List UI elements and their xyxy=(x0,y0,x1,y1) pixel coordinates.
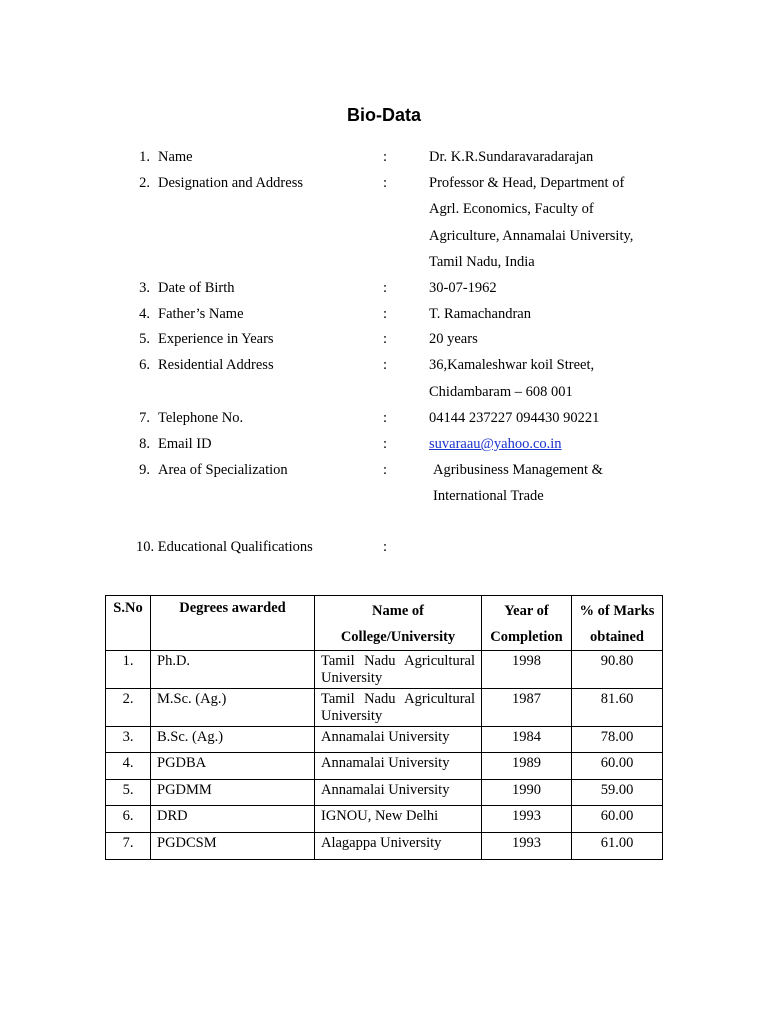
email-link[interactable]: suvaraau@yahoo.co.in xyxy=(429,436,562,452)
cell-sno: 7. xyxy=(106,833,151,860)
table-header-row xyxy=(106,596,663,651)
field-value: Dr. K.R.Sundaravaradarajan xyxy=(429,149,594,165)
field-value: 30-07-1962 xyxy=(429,280,497,296)
header-marks xyxy=(572,596,663,651)
field-label: Designation and Address xyxy=(158,175,303,191)
field-specialization-line xyxy=(0,486,768,506)
field-number: 8. xyxy=(139,436,150,452)
cell-marks: 60.00 xyxy=(572,753,663,780)
field-value: 20 years xyxy=(429,331,478,347)
cell-college-line1: Tamil Nadu Agricultural xyxy=(321,653,475,669)
table-row xyxy=(106,806,663,833)
cell-degree: B.Sc. (Ag.) xyxy=(151,727,315,753)
cell-sno: 5. xyxy=(106,780,151,806)
table-row xyxy=(106,689,663,727)
cell-degree: Ph.D. xyxy=(151,651,315,689)
field-value: Professor & Head, Department of xyxy=(429,175,625,191)
cell-marks: 90.80 xyxy=(572,651,663,689)
table-row xyxy=(106,651,663,689)
table-row xyxy=(106,833,663,860)
cell-college-line1: Tamil Nadu Agricultural xyxy=(321,691,475,707)
table-row xyxy=(106,727,663,753)
cell-sno: 2. xyxy=(106,689,151,727)
field-label: Area of Specialization xyxy=(158,462,288,478)
cell-marks: 81.60 xyxy=(572,689,663,727)
header-college xyxy=(315,596,482,651)
cell-year: 1990 xyxy=(482,780,572,806)
field-designation xyxy=(0,173,768,193)
field-colon: : xyxy=(383,462,388,478)
cell-college xyxy=(315,689,482,727)
field-label: Experience in Years xyxy=(158,331,274,347)
cell-marks: 61.00 xyxy=(572,833,663,860)
cell-sno: 1. xyxy=(106,651,151,689)
field-label: 10. Educational Qualifications xyxy=(136,539,313,555)
field-email xyxy=(0,434,768,454)
field-label: Residential Address xyxy=(158,357,274,373)
header-college-line1: Name of xyxy=(372,603,424,619)
cell-sno: 3. xyxy=(106,727,151,753)
field-value: Tamil Nadu, India xyxy=(429,254,535,270)
cell-sno: 4. xyxy=(106,753,151,780)
cell-year: 1984 xyxy=(482,727,572,753)
header-marks-line1: % of Marks xyxy=(579,603,655,619)
field-colon: : xyxy=(383,357,388,373)
field-education xyxy=(0,537,768,557)
cell-degree: PGDBA xyxy=(151,753,315,780)
cell-year: 1987 xyxy=(482,689,572,727)
field-number: 3. xyxy=(139,280,150,296)
cell-degree: M.Sc. (Ag.) xyxy=(151,689,315,727)
field-number: 6. xyxy=(139,357,150,373)
field-number: 7. xyxy=(139,410,150,426)
table-row xyxy=(106,780,663,806)
field-value: Agriculture, Annamalai University, xyxy=(429,228,634,244)
cell-college-line2: University xyxy=(321,708,383,724)
field-number: 1. xyxy=(139,149,150,165)
field-residential-address xyxy=(0,355,768,375)
cell-year: 1989 xyxy=(482,753,572,780)
field-label: Date of Birth xyxy=(158,280,235,296)
field-colon: : xyxy=(383,306,388,322)
field-colon: : xyxy=(383,280,388,296)
field-label: Email ID xyxy=(158,436,212,452)
header-marks-line2: obtained xyxy=(590,629,644,645)
cell-degree: DRD xyxy=(151,806,315,833)
field-designation-line xyxy=(0,226,768,246)
cell-college-line2: University xyxy=(321,670,383,686)
cell-college: Annamalai University xyxy=(315,753,482,780)
field-specialization xyxy=(0,460,768,480)
cell-year: 1998 xyxy=(482,651,572,689)
field-designation-line xyxy=(0,252,768,272)
cell-marks: 60.00 xyxy=(572,806,663,833)
field-colon: : xyxy=(383,410,388,426)
field-colon: : xyxy=(383,175,388,191)
page-title: Bio-Data xyxy=(346,105,421,125)
header-degree: Degrees awarded xyxy=(151,596,315,651)
cell-college: Annamalai University xyxy=(315,780,482,806)
field-number: 5. xyxy=(139,331,150,347)
field-colon: : xyxy=(383,149,388,165)
header-year-line1: Year of xyxy=(504,603,549,619)
field-value: Chidambaram – 608 001 xyxy=(429,384,573,400)
field-colon: : xyxy=(383,539,388,555)
header-college-line2: College/University xyxy=(340,629,456,645)
field-experience xyxy=(0,329,768,349)
field-number: 4. xyxy=(139,306,150,322)
field-label: Father’s Name xyxy=(158,306,244,322)
field-value: Agribusiness Management & xyxy=(433,462,603,478)
field-colon: : xyxy=(383,436,388,452)
field-number: 2. xyxy=(139,175,150,191)
field-dob xyxy=(0,278,768,298)
field-value: Agrl. Economics, Faculty of xyxy=(429,201,594,217)
header-year xyxy=(482,596,572,651)
table-row xyxy=(106,753,663,780)
cell-degree: PGDCSM xyxy=(151,833,315,860)
header-year-line2: Completion xyxy=(490,629,563,645)
cell-marks: 59.00 xyxy=(572,780,663,806)
field-name xyxy=(0,147,768,167)
header-sno: S.No xyxy=(106,596,151,651)
field-number: 9. xyxy=(139,462,150,478)
field-label: Name xyxy=(158,149,193,165)
cell-college: IGNOU, New Delhi xyxy=(315,806,482,833)
field-label: Telephone No. xyxy=(158,410,244,426)
education-table xyxy=(105,595,663,860)
field-value: 36,Kamaleshwar koil Street, xyxy=(429,357,595,373)
field-value: T. Ramachandran xyxy=(429,306,531,322)
field-father-name xyxy=(0,304,768,324)
cell-college: Alagappa University xyxy=(315,833,482,860)
field-telephone xyxy=(0,408,768,428)
cell-college xyxy=(315,651,482,689)
cell-marks: 78.00 xyxy=(572,727,663,753)
field-designation-line xyxy=(0,199,768,219)
cell-degree: PGDMM xyxy=(151,780,315,806)
cell-year: 1993 xyxy=(482,833,572,860)
cell-sno: 6. xyxy=(106,806,151,833)
cell-college: Annamalai University xyxy=(315,727,482,753)
field-residential-address-line xyxy=(0,382,768,402)
field-value: 04144 237227 094430 90221 xyxy=(429,410,600,426)
field-colon: : xyxy=(383,331,388,347)
cell-year: 1993 xyxy=(482,806,572,833)
field-value: International Trade xyxy=(433,488,544,504)
